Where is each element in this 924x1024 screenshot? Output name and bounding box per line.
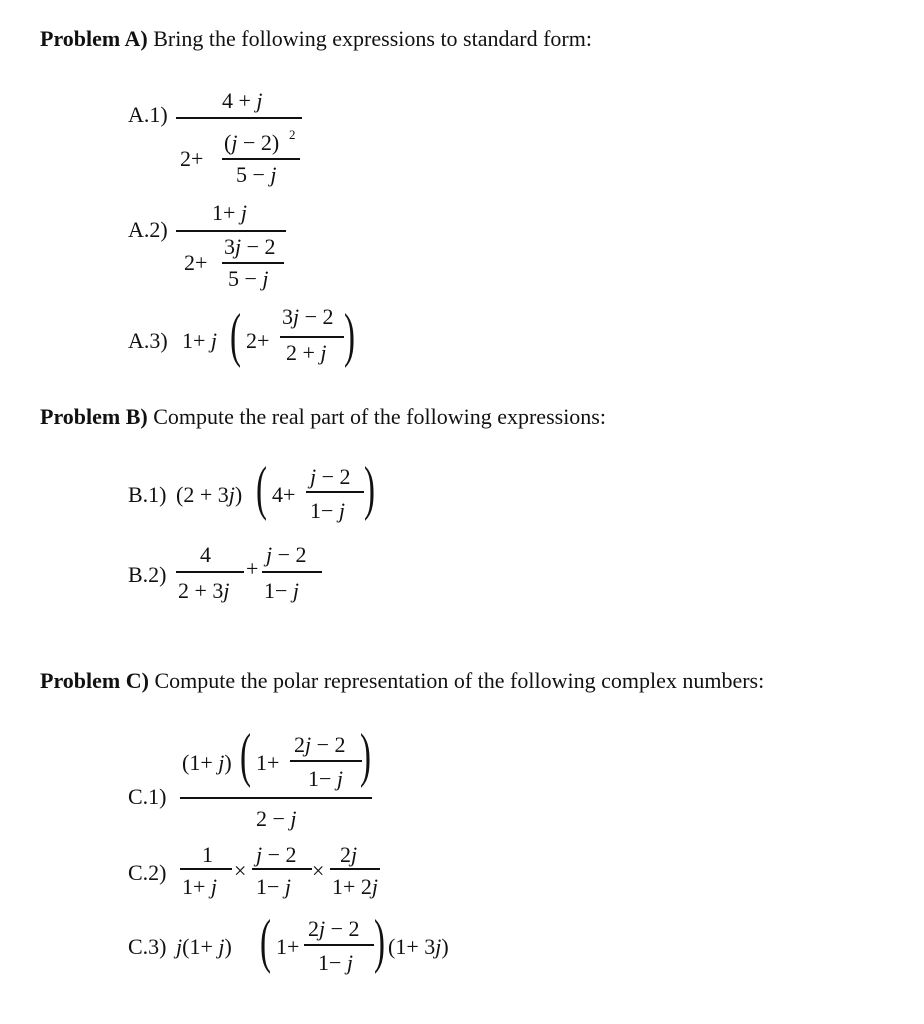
a2-denominator-two: 2+ <box>184 250 208 275</box>
a2-inner-fraction-bar <box>222 262 284 264</box>
a1-inner-denominator: 5 − j <box>236 162 277 187</box>
c1-one: 1+ <box>256 750 280 775</box>
a3-denominator: 2 + j <box>286 340 327 365</box>
a1-inner-fraction-bar <box>222 158 300 160</box>
c3-denominator: 1− j <box>318 950 354 975</box>
c2-first-numerator: 1 <box>202 842 213 867</box>
c1-prefix: (1+ j) <box>182 750 232 775</box>
a3-numerator: 3j − 2 <box>282 304 334 329</box>
c2-third-numerator: 2j <box>340 842 358 867</box>
c2-second-denominator: 1− j <box>256 874 292 899</box>
c1-denominator: 2 − j <box>256 806 297 831</box>
c2-second-fraction-bar <box>252 868 312 870</box>
a3-two: 2+ <box>246 328 270 353</box>
a3-left-paren: ( <box>230 302 241 368</box>
c3-fraction-bar <box>304 944 374 946</box>
problem-a-text: Bring the following expressions to standard form: <box>153 26 592 51</box>
b1-numerator: j − 2 <box>310 464 351 489</box>
item-label-c3: C.3) <box>128 934 167 959</box>
a1-inner-numerator: (j − 2) <box>224 130 280 155</box>
c1-right-paren: ) <box>360 722 371 788</box>
a3-fraction-bar <box>280 336 344 338</box>
a3-prefix: 1+ j <box>182 328 218 353</box>
c1-main-fraction-bar <box>180 797 372 799</box>
c3-numerator: 2j − 2 <box>308 916 360 941</box>
c1-inner-denominator: 1− j <box>308 766 344 791</box>
a1-denominator-two: 2+ <box>180 146 204 171</box>
b1-denominator: 1− j <box>310 498 346 523</box>
a2-inner-denominator: 5 − j <box>228 266 269 291</box>
item-label-a2: A.2) <box>128 217 168 242</box>
a1-main-fraction-bar <box>176 117 302 119</box>
b2-plus: + <box>246 556 259 581</box>
b1-right-paren: ) <box>364 455 375 521</box>
a2-main-fraction-bar <box>176 230 286 232</box>
problem-c-label: Problem C) <box>40 668 149 693</box>
problem-b-label: Problem B) <box>40 404 148 429</box>
b1-prefix: (2 + 3j) <box>176 482 243 507</box>
problem-c-text: Compute the polar representation of the following complex numbers: <box>154 668 765 693</box>
c3-left-paren: ( <box>260 908 271 974</box>
problem-a-label: Problem A) <box>40 26 148 51</box>
c2-third-denominator: 1+ 2j <box>332 874 379 899</box>
b1-four: 4+ <box>272 482 296 507</box>
c2-first-denominator: 1+ j <box>182 874 218 899</box>
b2-first-fraction-bar <box>176 571 244 573</box>
item-label-c1: C.1) <box>128 784 167 809</box>
c2-times-2: × <box>312 858 325 883</box>
a2-inner-numerator: 3j − 2 <box>224 234 276 259</box>
b1-left-paren: ( <box>256 455 267 521</box>
item-label-a3: A.3) <box>128 328 168 353</box>
c2-times-1: × <box>234 858 247 883</box>
c1-left-paren: ( <box>240 722 251 788</box>
c3-suffix: (1+ 3j) <box>388 934 449 959</box>
b1-fraction-bar <box>306 491 364 493</box>
problem-a-heading <box>40 26 592 52</box>
a2-numerator: 1+ j <box>212 200 248 225</box>
c3-prefix: j(1+ j) <box>176 934 232 959</box>
c3-one: 1+ <box>276 934 300 959</box>
b2-second-numerator: j − 2 <box>266 542 307 567</box>
c2-second-numerator: j − 2 <box>256 842 297 867</box>
item-label-a1: A.1) <box>128 102 168 127</box>
b2-second-fraction-bar <box>262 571 322 573</box>
c3-right-paren: ) <box>374 908 385 974</box>
problem-b-text: Compute the real part of the following expressions: <box>153 404 606 429</box>
problem-b-heading <box>40 404 606 430</box>
a3-right-paren: ) <box>344 302 355 368</box>
c2-first-fraction-bar <box>180 868 232 870</box>
a1-numerator: 4 + j <box>222 88 263 113</box>
item-label-b1: B.1) <box>128 482 167 507</box>
b2-second-denominator: 1− j <box>264 578 300 603</box>
problem-c-heading <box>40 668 764 694</box>
item-label-b2: B.2) <box>128 562 167 587</box>
a1-exponent: 2 <box>289 127 296 142</box>
c1-inner-fraction-bar <box>290 760 362 762</box>
c2-third-fraction-bar <box>330 868 380 870</box>
c1-numerator: 2j − 2 <box>294 732 346 757</box>
item-label-c2: C.2) <box>128 860 167 885</box>
b2-first-numerator: 4 <box>200 542 211 567</box>
b2-first-denominator: 2 + 3j <box>178 578 230 603</box>
